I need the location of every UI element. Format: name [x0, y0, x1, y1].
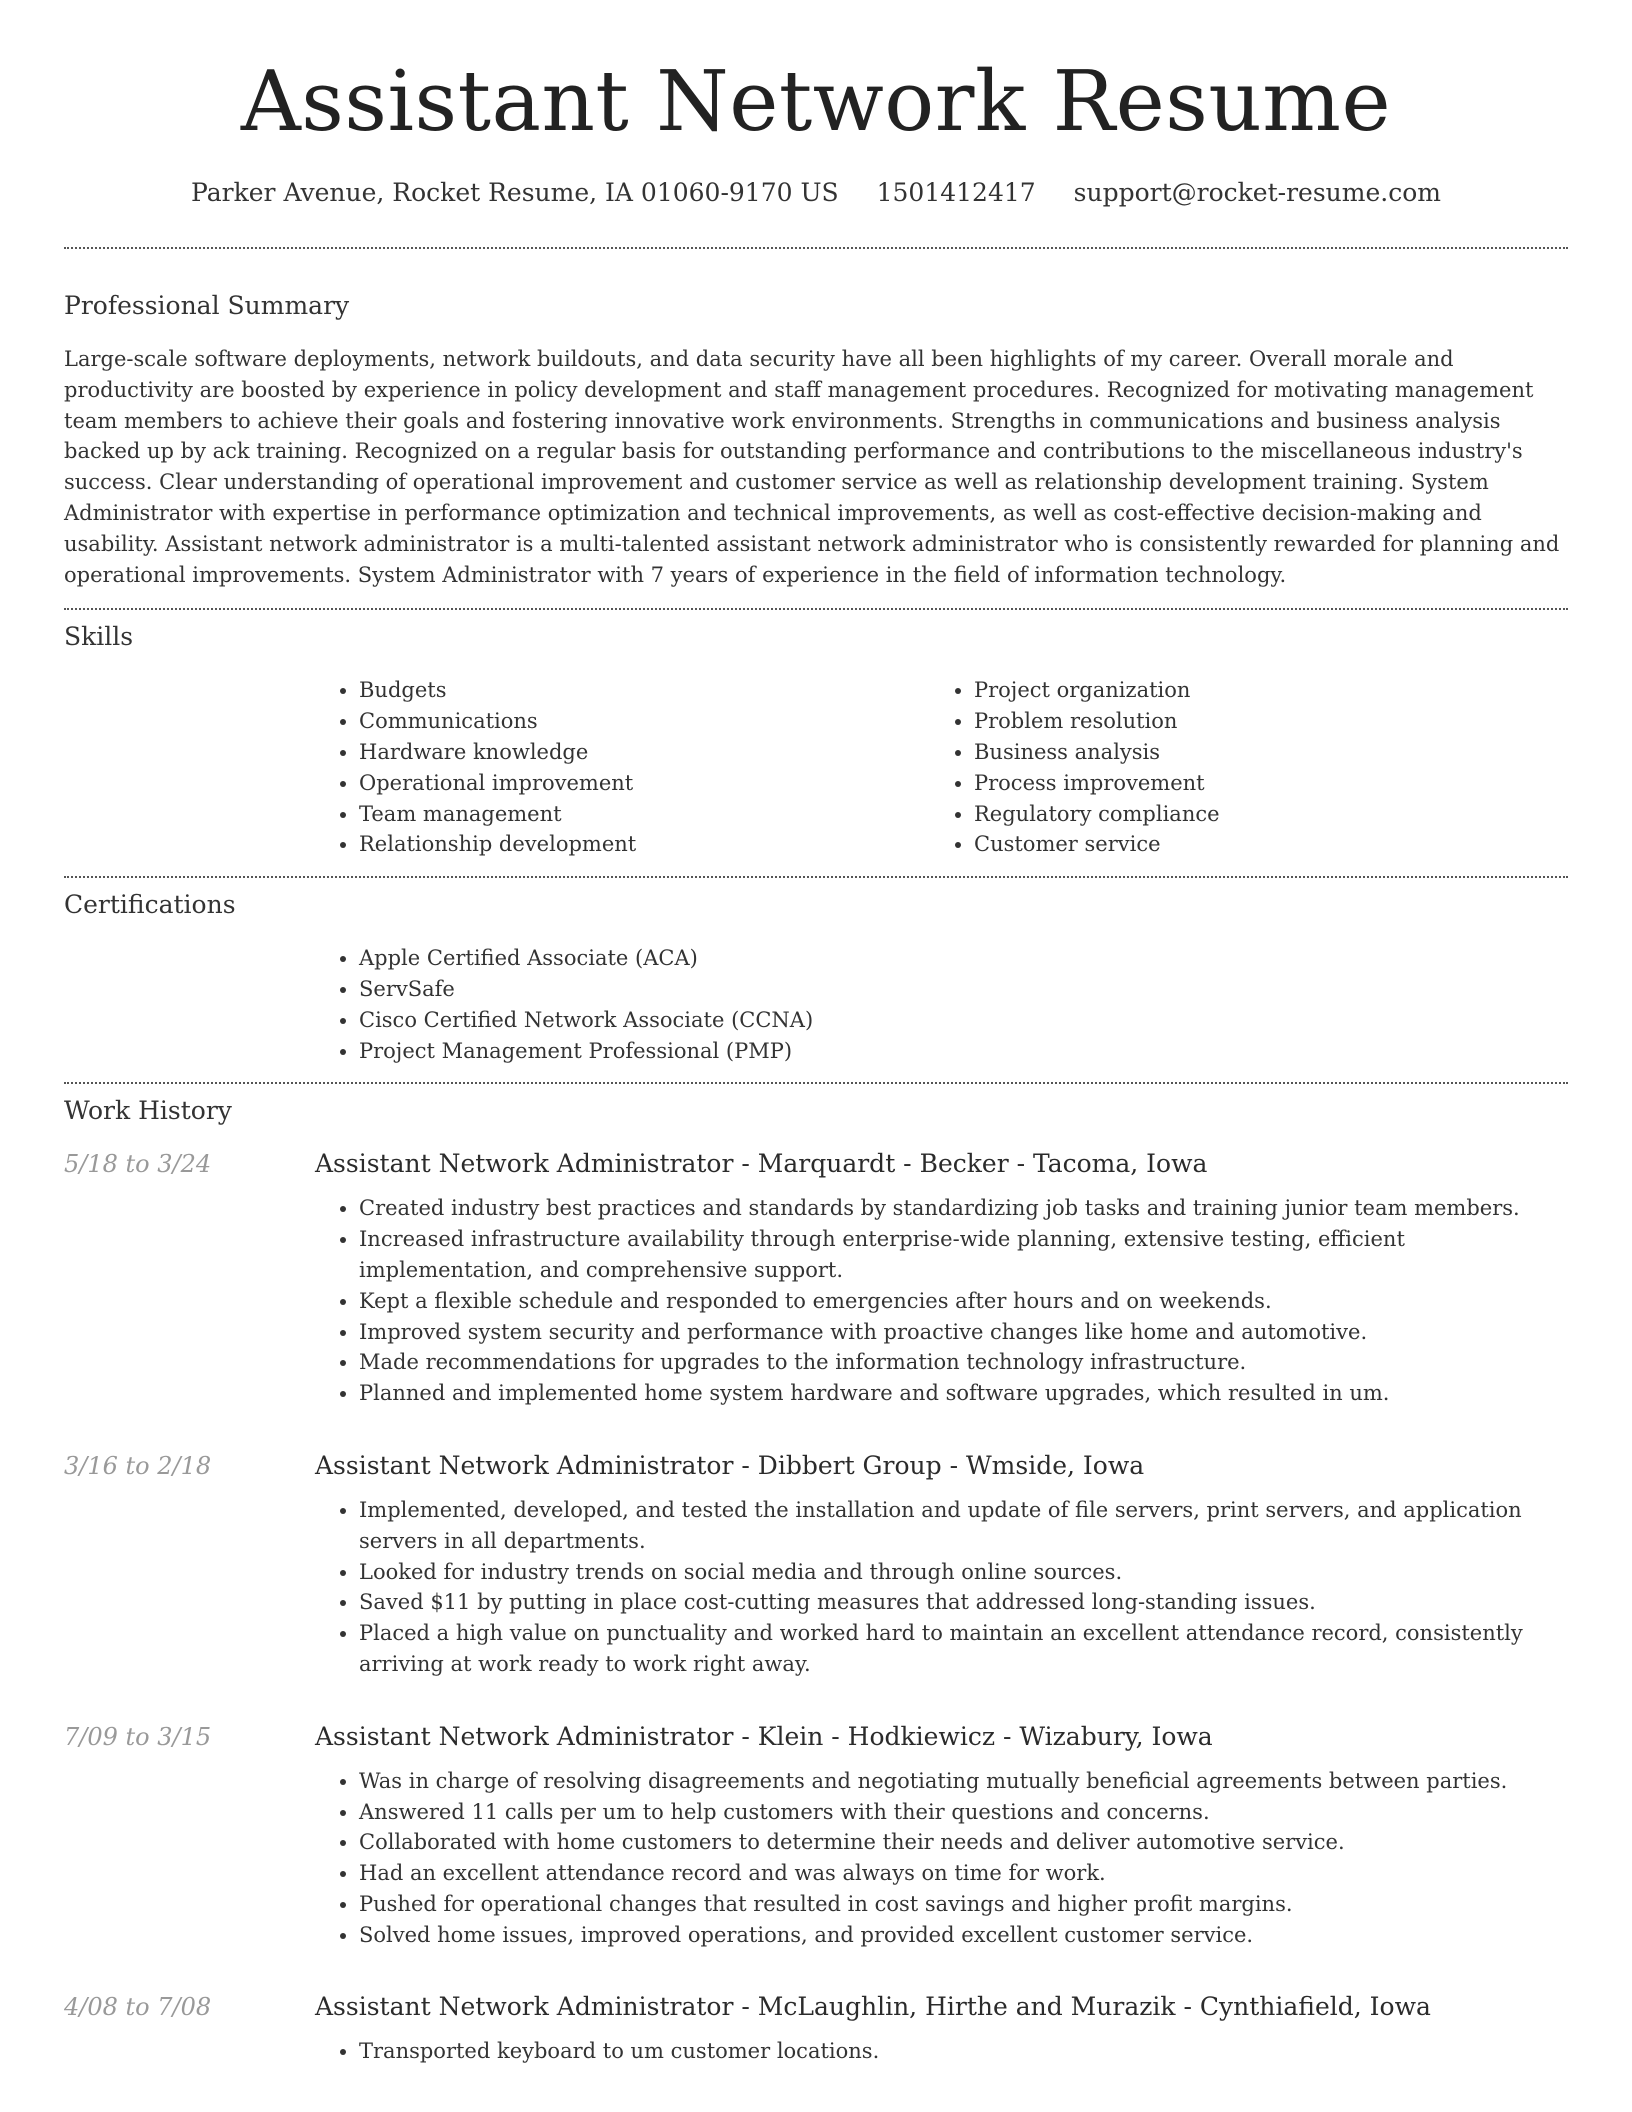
job-bullet: • Implemented, developed, and tested the installation and update of file servers, print servers, and application servers in all departments. — [359, 1495, 1568, 1557]
job-title: Assistant Network Administrator - Klein - Hodkiewicz - Wizabury, Iowa — [315, 1721, 1213, 1751]
job-bullet: • Increased infrastructure availability through enterprise-wide planning, extensive testing, efficient implementation, and comprehensive support. — [359, 1224, 1568, 1286]
skill-item: • Problem resolution — [974, 706, 1545, 737]
phone: 1501412417 — [876, 178, 1036, 207]
certifications-list — [315, 943, 1568, 1066]
skill-item: • Customer service — [974, 829, 1545, 860]
skill-item: • Communications — [359, 706, 930, 737]
skill-item: • Project organization — [974, 675, 1545, 706]
job-bullet: • Transported keyboard to um customer locations. — [359, 2036, 1568, 2067]
job-header — [64, 1989, 1568, 2025]
job-bullet: • Created industry best practices and standards by standardizing job tasks and training junior team members. — [359, 1193, 1568, 1224]
skill-item: • Hardware knowledge — [359, 737, 930, 768]
job-header — [64, 1719, 1568, 1755]
job-bullets — [315, 1193, 1568, 1409]
skill-item: • Business analysis — [974, 737, 1545, 768]
job-entry — [64, 1989, 1568, 2067]
job-bullet: • Improved system security and performance with proactive changes like home and automotive. — [359, 1317, 1568, 1348]
skill-item: • Process improvement — [974, 768, 1545, 799]
skill-item: • Budgets — [359, 675, 930, 706]
skills-column-left — [315, 675, 930, 860]
job-bullet: • Made recommendations for upgrades to the information technology infrastructure. — [359, 1347, 1568, 1378]
certification-item: • ServSafe — [359, 974, 1568, 1005]
job-bullet: • Planned and implemented home system hardware and software upgrades, which resulted in um. — [359, 1378, 1568, 1409]
contact-line — [64, 177, 1568, 209]
job-bullets — [315, 1495, 1568, 1680]
section-title-summary: Professional Summary — [64, 291, 350, 320]
job-bullet: • Pushed for operational changes that resulted in cost savings and higher profit margins. — [359, 1889, 1568, 1920]
section-title-certifications: Certifications — [64, 890, 236, 920]
skills-list — [315, 675, 1568, 860]
job-bullet: • Solved home issues, improved operations, and provided excellent customer service. — [359, 1920, 1568, 1951]
job-bullet: • Saved $11 by putting in place cost-cutting measures that addressed long-standing issues. — [359, 1587, 1568, 1618]
job-bullet: • Looked for industry trends on social media and through online sources. — [359, 1557, 1568, 1588]
divider — [64, 608, 1568, 610]
skill-item: • Operational improvement — [359, 768, 930, 799]
skill-item: • Relationship development — [359, 829, 930, 860]
email: support@rocket-resume.com — [1073, 178, 1441, 207]
job-entry — [64, 1146, 1568, 1409]
job-bullet: • Kept a flexible schedule and responded to emergencies after hours and on weekends. — [359, 1286, 1568, 1317]
job-bullet: • Was in charge of resolving disagreements and negotiating mutually beneficial agreements between parties. — [359, 1766, 1568, 1797]
address: Parker Avenue, Rocket Resume, IA 01060-9170 US — [191, 178, 839, 207]
job-bullet: • Answered 11 calls per um to help customers with their questions and concerns. — [359, 1797, 1568, 1828]
job-bullets — [315, 1766, 1568, 1951]
divider — [64, 876, 1568, 878]
job-bullet: • Collaborated with home customers to determine their needs and deliver automotive service. — [359, 1827, 1568, 1858]
job-date: 3/16 to 2/18 — [64, 1451, 212, 1480]
job-entry — [64, 1448, 1568, 1680]
resume-title: Assistant Network Resume — [240, 53, 1392, 150]
divider — [64, 1082, 1568, 1084]
certification-item: • Cisco Certified Network Associate (CCNA) — [359, 1005, 1568, 1036]
resume-page — [64, 0, 1568, 2067]
job-bullet: • Placed a high value on punctuality and worked hard to maintain an excellent attendance record, consistently arriving at work ready to work right away. — [359, 1618, 1568, 1680]
section-title-work-history: Work History — [64, 1096, 232, 1126]
certification-item: • Apple Certified Associate (ACA) — [359, 943, 1568, 974]
summary-text: Large-scale software deployments, network buildouts, and data security have all been highlights of my career. Overall morale and productivity are boosted by experience in policy development and staff management procedures. Recognized for motivating management team members to achieve their goals and fostering innovative work environments. Strengths in communications and business analysis backed up by ack training. Recognized on a regular basis for outstanding performance and contributions to the miscellaneous industry's success. Clear understanding of operational improvement and customer service as well as relationship development training. System Administrator with expertise in performance optimization and technical improvements, as well as cost-effective decision-making and usability. Assistant network administrator is a multi-talented assistant network administrator who is consistently rewarded for planning and operational improvements. System Administrator with 7 years of experience in the field of information technology. — [64, 347, 1560, 587]
job-date: 5/18 to 3/24 — [64, 1150, 212, 1179]
job-date: 4/08 to 7/08 — [64, 1993, 212, 2022]
job-title: Assistant Network Administrator - Marquardt - Becker - Tacoma, Iowa — [315, 1149, 1208, 1179]
job-header — [64, 1448, 1568, 1484]
job-entry — [64, 1719, 1568, 1951]
divider — [64, 247, 1568, 249]
job-date: 7/09 to 3/15 — [64, 1722, 212, 1751]
skill-item: • Regulatory compliance — [974, 799, 1545, 830]
skill-item: • Team management — [359, 799, 930, 830]
job-title: Assistant Network Administrator - Dibbert Group - Wmside, Iowa — [315, 1450, 1145, 1480]
certification-item: • Project Management Professional (PMP) — [359, 1036, 1568, 1067]
job-bullet: • Had an excellent attendance record and was always on time for work. — [359, 1858, 1568, 1889]
section-title-skills: Skills — [64, 622, 134, 652]
skills-column-right — [930, 675, 1545, 860]
job-header — [64, 1146, 1568, 1182]
job-bullets — [315, 2036, 1568, 2067]
job-title: Assistant Network Administrator - McLaughlin, Hirthe and Murazik - Cynthiafield, Iowa — [315, 1992, 1431, 2022]
